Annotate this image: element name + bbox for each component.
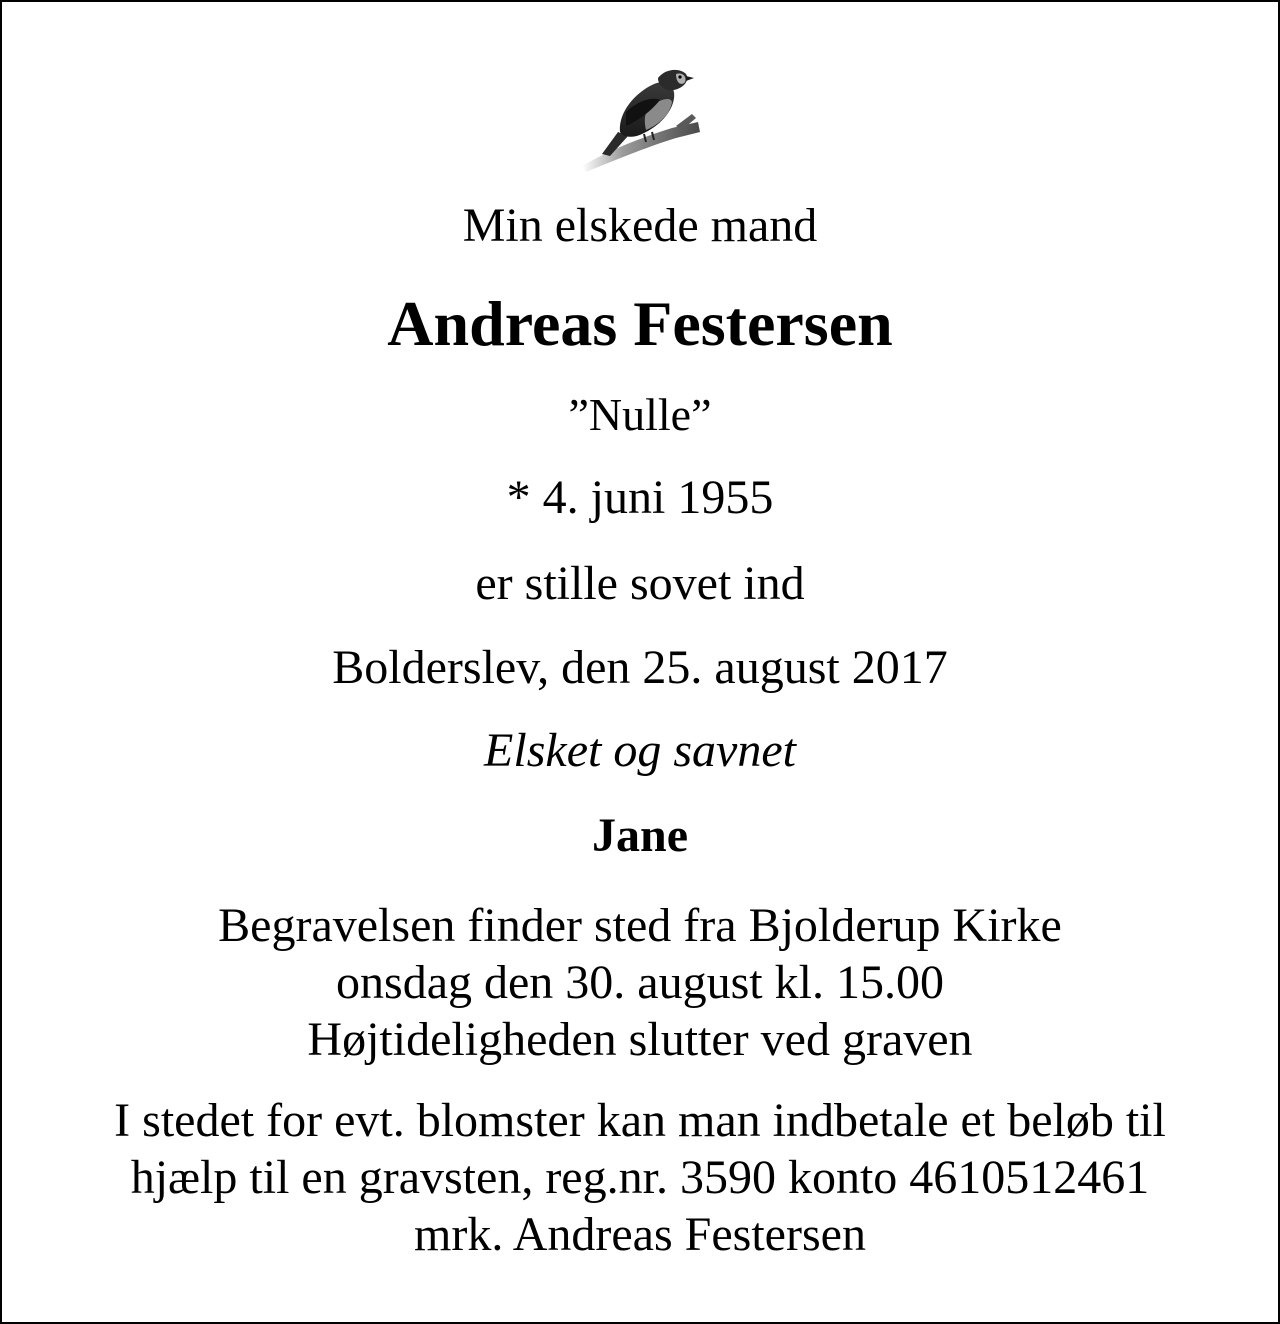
- funeral-line: Begravelsen finder sted fra Bjolderup Kirke: [218, 899, 1062, 952]
- deceased-name: Andreas Festersen: [387, 288, 893, 359]
- donation-line: hjælp til en gravsten, reg.nr. 3590 konto 4610512461: [130, 1151, 1150, 1204]
- funeral-line: Højtideligheden slutter ved graven: [307, 1013, 973, 1066]
- signed-by: Jane: [592, 809, 688, 862]
- funeral-line: onsdag den 30. august kl. 15.00: [336, 956, 944, 1009]
- nickname: ”Nulle”: [568, 389, 712, 440]
- birth-date: * 4. juni 1955: [506, 471, 774, 524]
- loved-and-missed: Elsket og savnet: [484, 724, 796, 777]
- passed-away-text: er stille sovet ind: [475, 557, 805, 610]
- donation-info: [2, 1092, 1278, 1263]
- donation-line: mrk. Andreas Festersen: [414, 1208, 866, 1261]
- funeral-info: [2, 897, 1278, 1068]
- place-and-date: Bolderslev, den 25. august 2017: [332, 641, 948, 694]
- donation-line: I stedet for evt. blomster kan man indbetale et beløb til: [114, 1094, 1166, 1147]
- intro-text: Min elskede mand: [462, 199, 818, 252]
- bird-icon: [580, 62, 704, 174]
